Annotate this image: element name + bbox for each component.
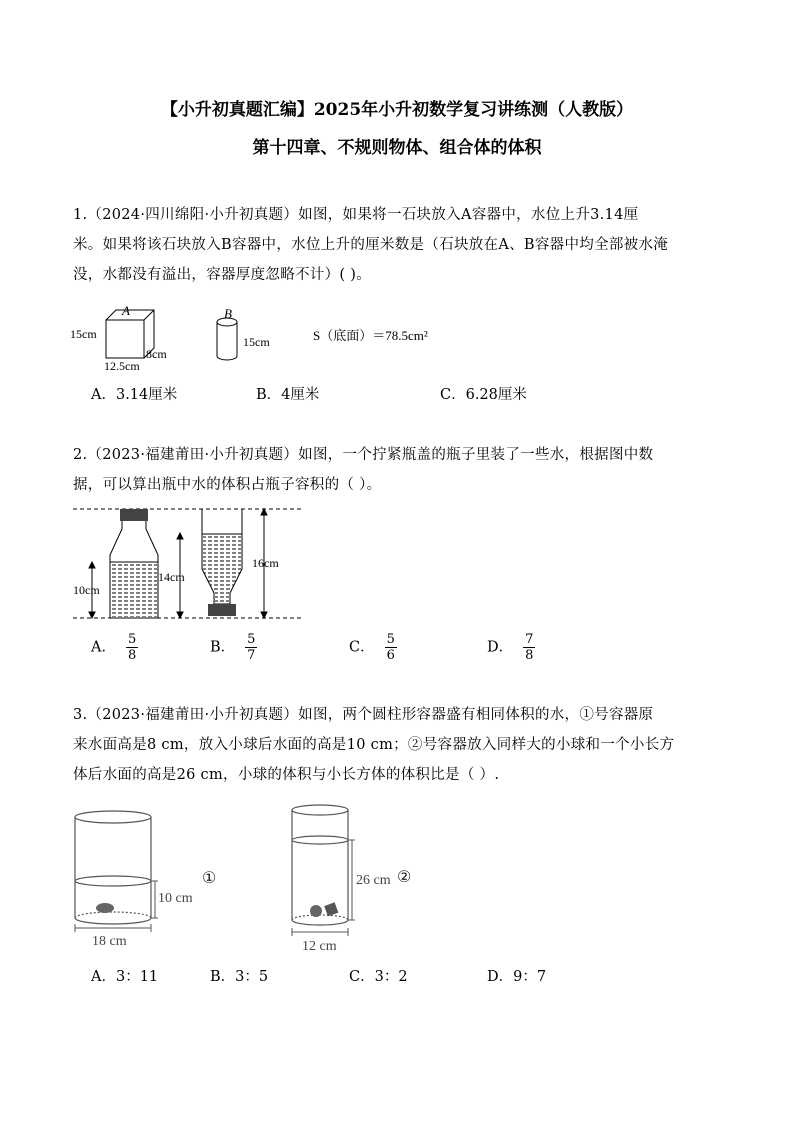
question-1 bbox=[73, 200, 733, 290]
container-2-width-mark bbox=[292, 928, 348, 936]
question-2-option-c[interactable] bbox=[349, 632, 397, 663]
container-1-mark: ① bbox=[202, 870, 217, 887]
option-letter: B． bbox=[210, 639, 236, 656]
question-1-option-c[interactable]: C．6.28厘米 bbox=[440, 387, 527, 403]
cylinder-b bbox=[217, 318, 237, 360]
chapter-title: 第十四章、不规则物体、组合体的体积 bbox=[252, 138, 542, 158]
option-letter: D． bbox=[487, 639, 514, 656]
cube-a-width: 12.5cm bbox=[104, 359, 140, 373]
container-1-width-mark bbox=[75, 924, 151, 932]
label-14cm: 14cm bbox=[158, 570, 185, 584]
question-1-option-a[interactable]: A．3.14厘米 bbox=[91, 387, 178, 403]
numerator: 5 bbox=[386, 632, 395, 647]
ball-2 bbox=[310, 905, 322, 917]
question-3-option-d[interactable]: D．9：7 bbox=[487, 969, 547, 985]
question-3-option-c[interactable]: C．3：2 bbox=[349, 969, 408, 985]
container-1-height-mark bbox=[151, 881, 158, 918]
cylinder-b-height: 15cm bbox=[243, 335, 270, 349]
cube-a-label: A bbox=[122, 303, 130, 318]
question-2-figure bbox=[70, 503, 310, 623]
question-3-line2: 来水面高是8 cm，放入小球后水面的高是10 cm；②号容器放入同样大的小球和一个小长方 bbox=[73, 737, 675, 753]
numerator: 5 bbox=[127, 632, 137, 647]
question-3 bbox=[73, 700, 733, 790]
question-2-option-a[interactable] bbox=[91, 632, 138, 663]
numerator: 5 bbox=[247, 632, 256, 647]
upright-bottle bbox=[110, 509, 158, 618]
label-16cm: 16cm bbox=[252, 556, 279, 570]
question-2 bbox=[73, 440, 733, 500]
question-1-line3: 没，水都没有溢出，容器厚度忽略不计）( )。 bbox=[73, 267, 372, 283]
small-cuboid bbox=[324, 902, 338, 916]
question-3-option-a[interactable]: A．3：11 bbox=[91, 969, 159, 985]
container-2-width: 12 cm bbox=[302, 939, 337, 954]
question-1-line2: 米。如果将该石块放入B容器中，水位上升的厘米数是（石块放在A、B容器中均全部被水淹 bbox=[73, 237, 669, 253]
question-1-line1: 1.（2024·四川绵阳·小升初真题）如图，如果将一石块放入A容器中，水位上升3.14厘 bbox=[73, 207, 639, 223]
label-10cm: 10cm bbox=[73, 583, 100, 597]
question-2-line1: 2.（2023·福建莆田·小升初真题）如图，一个拧紧瓶盖的瓶子里装了一些水，根据图中数 bbox=[73, 447, 654, 463]
denominator: 6 bbox=[386, 648, 395, 663]
inverted-bottle bbox=[202, 509, 242, 616]
cylinder-b-base-area: S（底面）＝78.5cm² bbox=[313, 328, 428, 343]
container-2-mark: ② bbox=[397, 869, 412, 886]
denominator: 8 bbox=[127, 648, 137, 663]
question-2-option-b[interactable] bbox=[210, 632, 257, 663]
question-3-option-b[interactable]: B．3：5 bbox=[210, 969, 269, 985]
question-3-line3: 体后水面的高是26 cm，小球的体积与小长方体的体积比是（ ）. bbox=[73, 767, 500, 783]
option-letter: C． bbox=[349, 639, 375, 656]
cube-a-depth: 8cm bbox=[146, 347, 167, 361]
question-3-line1: 3.（2023·福建莆田·小升初真题）如图，两个圆柱形容器盛有相同体积的水，①号容器原 bbox=[73, 707, 654, 723]
question-1-option-b[interactable]: B．4厘米 bbox=[256, 387, 320, 403]
denominator: 7 bbox=[247, 648, 256, 663]
container-2-height: 26 cm bbox=[356, 873, 391, 888]
container-1-height: 10 cm bbox=[158, 891, 193, 906]
document-title: 【小升初真题汇编】2025年小升初数学复习讲练测（人教版） bbox=[160, 100, 634, 120]
question-2-option-d[interactable] bbox=[487, 632, 535, 663]
numerator: 7 bbox=[525, 632, 534, 647]
ball-1 bbox=[96, 903, 114, 913]
cube-a-height: 15cm bbox=[70, 327, 97, 341]
fraction bbox=[523, 632, 535, 663]
question-2-line2: 据，可以算出瓶中水的体积占瓶子容积的（ ）。 bbox=[73, 477, 382, 493]
fraction bbox=[385, 632, 397, 663]
fraction bbox=[245, 632, 257, 663]
denominator: 8 bbox=[525, 648, 534, 663]
question-3-figure bbox=[70, 800, 430, 960]
cylinder-b-label: B bbox=[224, 306, 232, 321]
container-2-height-mark bbox=[348, 840, 355, 920]
fraction bbox=[126, 632, 138, 663]
question-1-figure bbox=[70, 300, 490, 380]
container-1-width: 18 cm bbox=[92, 934, 127, 949]
option-letter: A． bbox=[91, 639, 116, 656]
